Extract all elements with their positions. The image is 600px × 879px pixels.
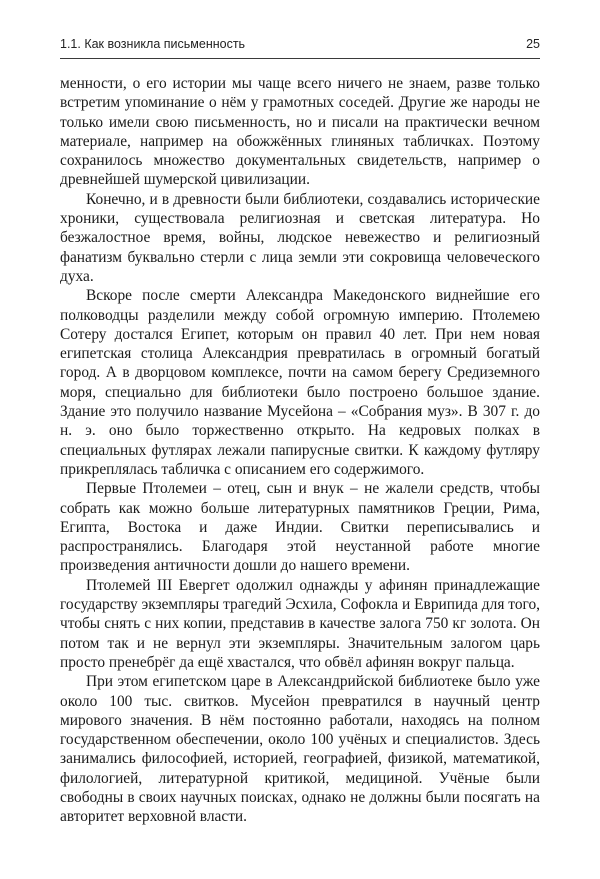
paragraph: Вскоре после смерти Александра Македонского виднейшие его полководцы разделили между собой огромную империю. Птолемею Сотеру достался Египет, которым он правил 40 лет. При нем новая египетская столица Александрия превратилась в огромный богатый город. А в дворцовом комплексе, почти на самом берегу Средиземного моря, специально для библиотеки было построено большое здание. Здание это получило название Мусейона – «Собрания муз». В 307 г. до н. э. оно было торжественно открыто. На кедровых полках в специальных футлярах лежали папирусные свитки. К каждому футляру прикреплялась табличка с описанием его содержимого. — [60, 287, 540, 478]
paragraph: Первые Птолемеи – отец, сын и внук – не жалели средств, чтобы собрать как можно больше литературных памятников Греции, Рима, Египта, Востока и даже Индии. Свитки переписывались и распространялись. Благодаря этой неустанной работе многие произведения античности дошли до нашего времени. — [60, 480, 540, 575]
paragraph: Конечно, и в древности были библиотеки, создавались исторические хроники, существовала религиозная и светская литература. Но безжалостное время, войны, людское невежество и религиозный фанатизм буквально стерли с лица земли эти сокровища человеческого духа. — [60, 190, 540, 285]
paragraph: Птолемей III Евергет одолжил однажды у афинян принадлежащие государству экземпляры трагедий Эсхила, Софокла и Еврипида для того, чтобы снять с них копии, представив в качестве залога 750 кг золота. Он потом так и не вернул эти экземпляры. Значительным залогом царь просто пренебрёг да ещё хвастался, что обвёл афинян вокруг пальца. — [60, 576, 540, 671]
paragraph: При этом египетском царе в Александрийской библиотеке было уже около 100 тыс. свитков. Мусейон превратился в научный центр мирового значения. В нём постоянно работали, находясь на полном государственном обеспечении, около 100 учёных и специалистов. Здесь занимались философией, историей, географией, физикой, математикой, филологией, литературной критикой, медициной. Учёные были свободны в своих научных поисках, однако не должны были посягать на авторитет верховной власти. — [60, 673, 540, 826]
paragraph-continued: менности, о его истории мы чаще всего ничего не знаем, разве только встретим упоминание о нём у грамотных соседей. Другие же народы не только имели свою письменность, но и писали на практически вечном материале, например на обожжённых глиняных табличках. Поэтому сохранилось множество документальных свидетельств, например о древнейшей шумерской цивилизации. — [60, 75, 540, 189]
section-title: 1.1. Как возникла письменность — [60, 37, 246, 51]
body-text — [60, 74, 540, 827]
running-header — [60, 36, 540, 59]
page-number: 25 — [526, 37, 540, 51]
